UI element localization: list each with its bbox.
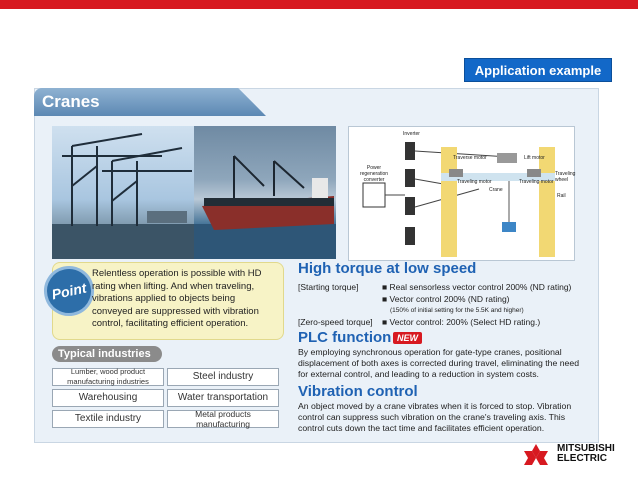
ship-photo (194, 126, 336, 259)
torque-line-3: (150% of initial setting for the 5.5K and higher) (390, 307, 524, 314)
crane-photo (52, 126, 194, 259)
new-badge: NEW (393, 332, 422, 344)
torque-heading: High torque at low speed (298, 260, 477, 277)
application-example-badge: Application example (464, 58, 612, 82)
label-rail: Rail (557, 193, 566, 199)
industry-water-transportation: Water transportation (167, 389, 279, 407)
industry-lumber: Lumber, wood product manufacturing industries (52, 368, 164, 386)
starting-torque-label: [Starting torque] (298, 282, 359, 292)
port-crane-illustration (52, 126, 194, 259)
label-traverse-motor: Traverse motor (453, 155, 487, 161)
cargo-ship-illustration (194, 126, 336, 259)
vibration-text: An object moved by a crane vibrates when it is forced to stop. Vibration control can suppress such vibration on the crane's traveling axis. This control cuts down the tact time and facilitates efficient operation. (298, 401, 572, 433)
industry-warehousing: Warehousing (52, 389, 164, 407)
section-title: Cranes (42, 92, 100, 111)
brand-name (557, 444, 615, 464)
vibration-heading: Vibration control (298, 383, 418, 400)
brand-line-1: MITSUBISHI (557, 443, 615, 454)
label-crane: Crane (489, 187, 503, 193)
point-badge: Point (39, 261, 98, 320)
torque-line-4-text: Vector control: 200% (Select HD rating.) (389, 317, 541, 327)
plc-heading: PLC function (298, 329, 392, 346)
label-traveling-motor-left: Traveling motor (457, 179, 492, 185)
typical-industries-title: Typical industries (52, 346, 162, 362)
industry-steel: Steel industry (167, 368, 279, 386)
crane-diagram-graphic (349, 127, 574, 260)
zero-speed-label: [Zero-speed torque] (298, 317, 373, 327)
label-lift-motor: Lift motor (524, 155, 545, 161)
torque-line-1-text: Real sensorless vector control 200% (ND rating) (389, 282, 572, 292)
torque-line-4: ■ Vector control: 200% (Select HD rating.) (382, 317, 541, 327)
industry-metal-products: Metal products manufacturing (167, 410, 279, 428)
torque-line-2-text: Vector control 200% (ND rating) (389, 294, 510, 304)
label-traveling-motor-right: Traveling motor (519, 179, 554, 185)
industry-textile: Textile industry (52, 410, 164, 428)
crane-system-diagram (348, 126, 575, 261)
point-text: Relentless operation is possible with HD rating when lifting. And when traveling, vibrations applied to objects being conveyed are suppressed with vibration control, facilitating efficient operation. (92, 268, 262, 329)
plc-text: By employing synchronous operation for gate-type cranes, positional displacement of both axes is corrected during travel, eliminating the need for external control, and leading to a reduction in system costs. (298, 347, 580, 379)
brand-line-2: ELECTRIC (557, 453, 607, 464)
torque-line-2: ■ Vector control 200% (ND rating) (382, 294, 510, 304)
top-red-bar (0, 0, 638, 9)
label-inverter: Inverter (403, 131, 420, 137)
label-power-regen: Power regeneration converter (359, 165, 389, 183)
label-traveling-wheel: Traveling wheel (555, 171, 576, 183)
torque-line-1: ■ Real sensorless vector control 200% (ND rating) (382, 282, 572, 292)
